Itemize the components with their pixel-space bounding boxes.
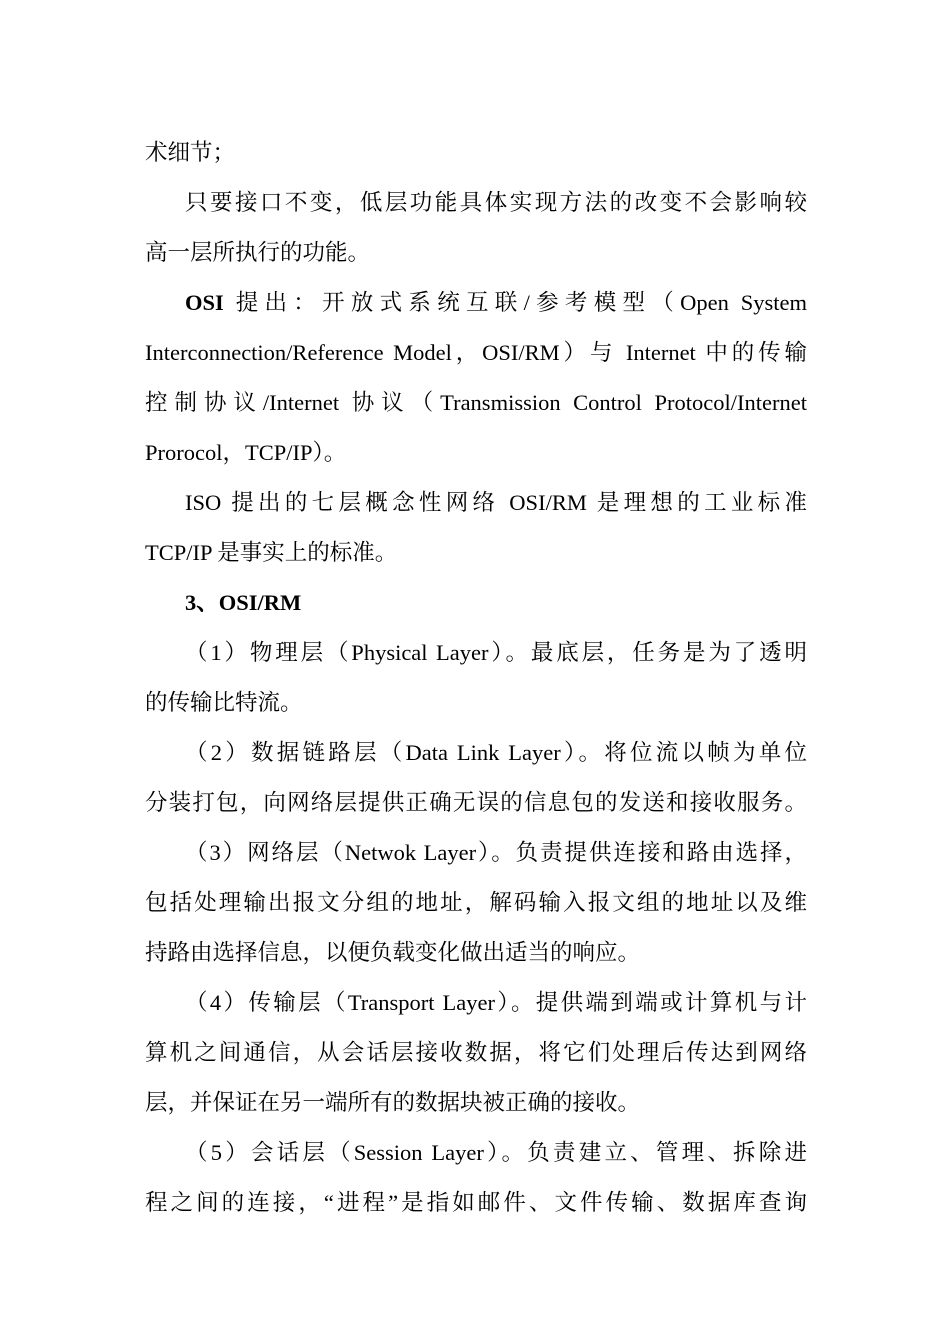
- text-line: 算机之间通信，从会话层接收数据，将它们处理后传达到网络: [145, 1040, 807, 1065]
- text-line: 的传输比特流。: [145, 690, 303, 715]
- text-line: [145, 278, 807, 328]
- text-line: ISO 提出的七层概念性网络 OSI/RM 是理想的工业标准: [185, 490, 807, 515]
- text-line: Prorocol，TCP/IP）。: [145, 440, 347, 465]
- text-line: 包括处理输出报文分组的地址，解码输入报文组的地址以及维: [145, 890, 807, 915]
- text-line: 控制协议/Internet 协议（Transmission Control Protocol/Internet: [145, 390, 807, 415]
- text-line: （1）物理层（Physical Layer）。最底层，任务是为了透明: [185, 640, 807, 665]
- document-body: [145, 128, 807, 1228]
- text-line: 高一层所执行的功能。: [145, 240, 371, 265]
- osi-definition-start: 提出：开放式系统互联/参考模型（Open System: [223, 290, 807, 315]
- osi-term: OSI: [185, 290, 224, 315]
- text-line: 持路由选择信息，以便负载变化做出适当的响应。: [145, 940, 641, 965]
- text-line: 层，并保证在另一端所有的数据块被正确的接收。: [145, 1090, 641, 1115]
- text-line: （4）传输层（Transport Layer）。提供端到端或计算机与计: [185, 990, 807, 1015]
- text-line: （3）网络层（Netwok Layer）。负责提供连接和路由选择，: [185, 840, 807, 865]
- text-line: （5）会话层（Session Layer）。负责建立、管理、拆除进: [185, 1140, 807, 1165]
- text-line: 程之间的连接，“进程”是指如邮件、文件传输、数据库查询: [145, 1190, 807, 1215]
- text-line: TCP/IP 是事实上的标准。: [145, 540, 398, 565]
- text-line: 分装打包，向网络层提供正确无误的信息包的发送和接收服务。: [145, 790, 807, 815]
- text-line: （2）数据链路层（Data Link Layer）。将位流以帧为单位: [185, 740, 807, 765]
- text-line: 术细节；: [145, 140, 236, 165]
- text-line: 只要接口不变，低层功能具体实现方法的改变不会影响较: [185, 190, 807, 215]
- text-line: Interconnection/Reference Model，OSI/RM）与 Internet 中的传输: [145, 340, 807, 365]
- section-heading: 3、OSI/RM: [185, 590, 302, 615]
